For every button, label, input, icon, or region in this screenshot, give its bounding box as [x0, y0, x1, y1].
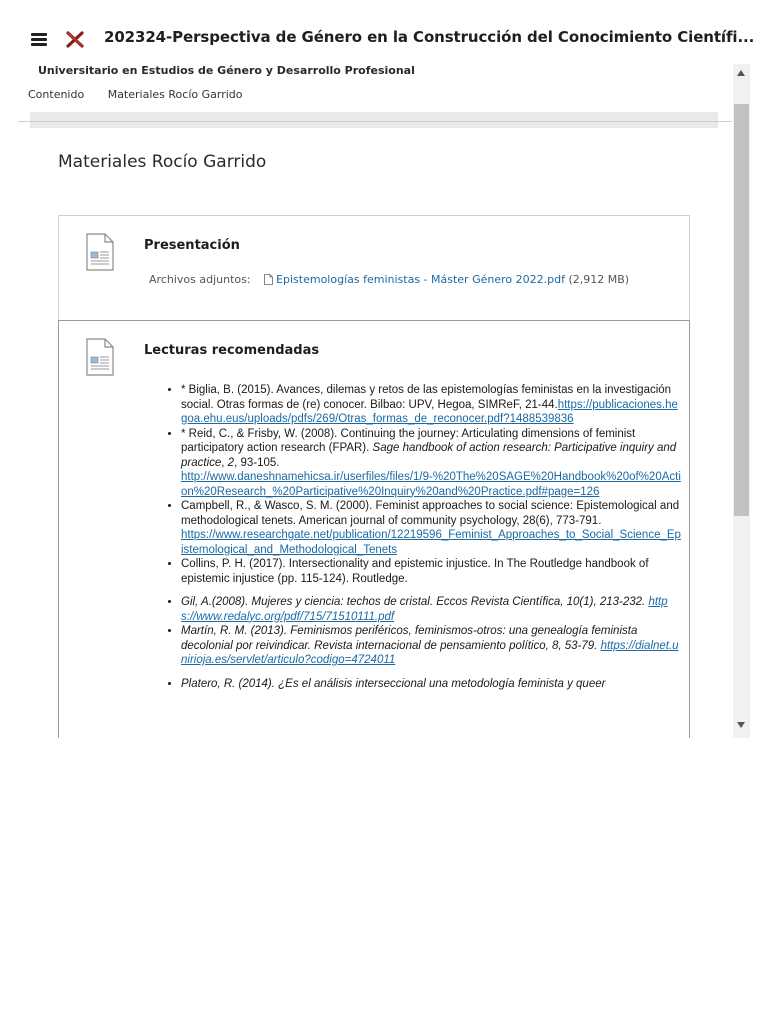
list-item: • Campbell, R., & Wasco, S. M. (2000). Feminist approaches to social science: Epistemological and methodological tenets. American journal of community psychology, 28(6), 773-791. https://www.researchgate.net/publication/12219596_Feminist_Approaches_to_Social_Science_Epistemological_and_Methodological_Tenets — [181, 499, 681, 557]
top-bar — [0, 22, 768, 60]
reading-list — [163, 383, 681, 691]
content-item-presentacion — [58, 215, 690, 321]
reading-link[interactable]: http://www.daneshnamehicsa.ir/userfiles/files/1/9-%20The%20SAGE%20Handbook%20of%20Action%20Research_%20Participative%20Inquiry%20and%20Practice.pdf#page=126 — [181, 471, 681, 498]
list-item: • * Biglia, B. (2015). Avances, dilemas y retos de las epistemologías feministas en la investigación social. Otras formas de (re) conocer. Bilbao: UPV, Hegoa, SIMReF, 21-44.https://publicaciones.hegoa.ehu.eus/uploads/pdfs/269/Otras_formas_de_reconocer.pdf?1488539836 — [181, 383, 681, 427]
item-title-presentacion: Presentación — [144, 238, 240, 253]
breadcrumb-contenido[interactable]: Contenido — [28, 88, 85, 101]
reading-link[interactable]: https://www.researchgate.net/publication/12219596_Feminist_Approaches_to_Social_Science_Epistemological_and_Methodological_Tenets — [181, 529, 681, 556]
item-title-lecturas: Lecturas recomendadas — [144, 343, 320, 358]
list-item: • Martín, R. M. (2013). Feminismos periféricos, feminismos-otros: una genealogía feminista decolonial por reivindicar. Revista internacional de pensamiento político, 8, 53-79. https://dialnet.unirioja.es/servlet/articulo?codigo=4724011 — [181, 624, 681, 668]
page-title: Materiales Rocío Garrido — [58, 152, 267, 172]
scrollbar[interactable] — [733, 64, 750, 738]
content-item-lecturas — [58, 320, 690, 738]
scroll-thumb[interactable] — [734, 104, 749, 516]
document-icon — [85, 232, 115, 272]
program-subtitle: Universitario en Estudios de Género y Desarrollo Profesional — [38, 64, 415, 77]
close-x-icon[interactable] — [64, 28, 86, 50]
list-item: • * Reid, C., & Frisby, W. (2008). Continuing the journey: Articulating dimensions of feminist participatory action research (FPAR). Sage handbook of action research: Participative inquiry and practice, 2, 93-105. http://www.daneshnamehicsa.ir/userfiles/files/1/9-%20The%20SAGE%20Handbook%20of%20Action%20Research_%20Participative%20Inquiry%20and%20Practice.pdf#page=126 — [181, 427, 681, 500]
document-icon — [85, 337, 115, 377]
breadcrumb — [28, 88, 262, 101]
file-icon — [264, 274, 273, 285]
attachment-link[interactable]: Epistemologías feministas - Máster Género 2022.pdf — [276, 273, 565, 286]
course-title: 202324-Perspectiva de Género en la Construcción del Conocimiento Científi... — [104, 28, 754, 46]
list-item: • Gil, A.(2008). Mujeres y ciencia: techos de cristal. Eccos Revista Científica, 10(1), 213-232. https://www.redalyc.org/pdf/715/71510111.pdf — [181, 595, 681, 624]
reading-link[interactable]: https://www.redalyc.org/pdf/715/71510111.pdf — [181, 596, 668, 623]
attachments-label: Archivos adjuntos: — [149, 273, 251, 286]
scroll-down-arrow-icon[interactable] — [737, 722, 745, 728]
attachments-row — [149, 273, 629, 286]
list-item: • Platero, R. (2014). ¿Es el análisis interseccional una metodología feminista y queer — [181, 677, 681, 692]
reading-link[interactable]: https://dialnet.unirioja.es/servlet/articulo?codigo=4724011 — [181, 639, 679, 666]
hamburger-icon[interactable] — [30, 30, 48, 48]
content-frame — [18, 122, 732, 738]
list-item: • Collins, P. H. (2017). Intersectionality and epistemic injustice. In The Routledge handbook of epistemic injustice (pp. 115-124). Routledge. — [181, 557, 681, 586]
breadcrumb-current[interactable]: Materiales Rocío Garrido — [107, 88, 243, 101]
scroll-up-arrow-icon[interactable] — [737, 70, 745, 76]
reading-link[interactable]: https://publicaciones.hegoa.ehu.eus/uploads/pdfs/269/Otras_formas_de_reconocer.pdf?1488539836 — [181, 398, 678, 425]
attachment-size: (2,912 MB) — [568, 273, 630, 286]
